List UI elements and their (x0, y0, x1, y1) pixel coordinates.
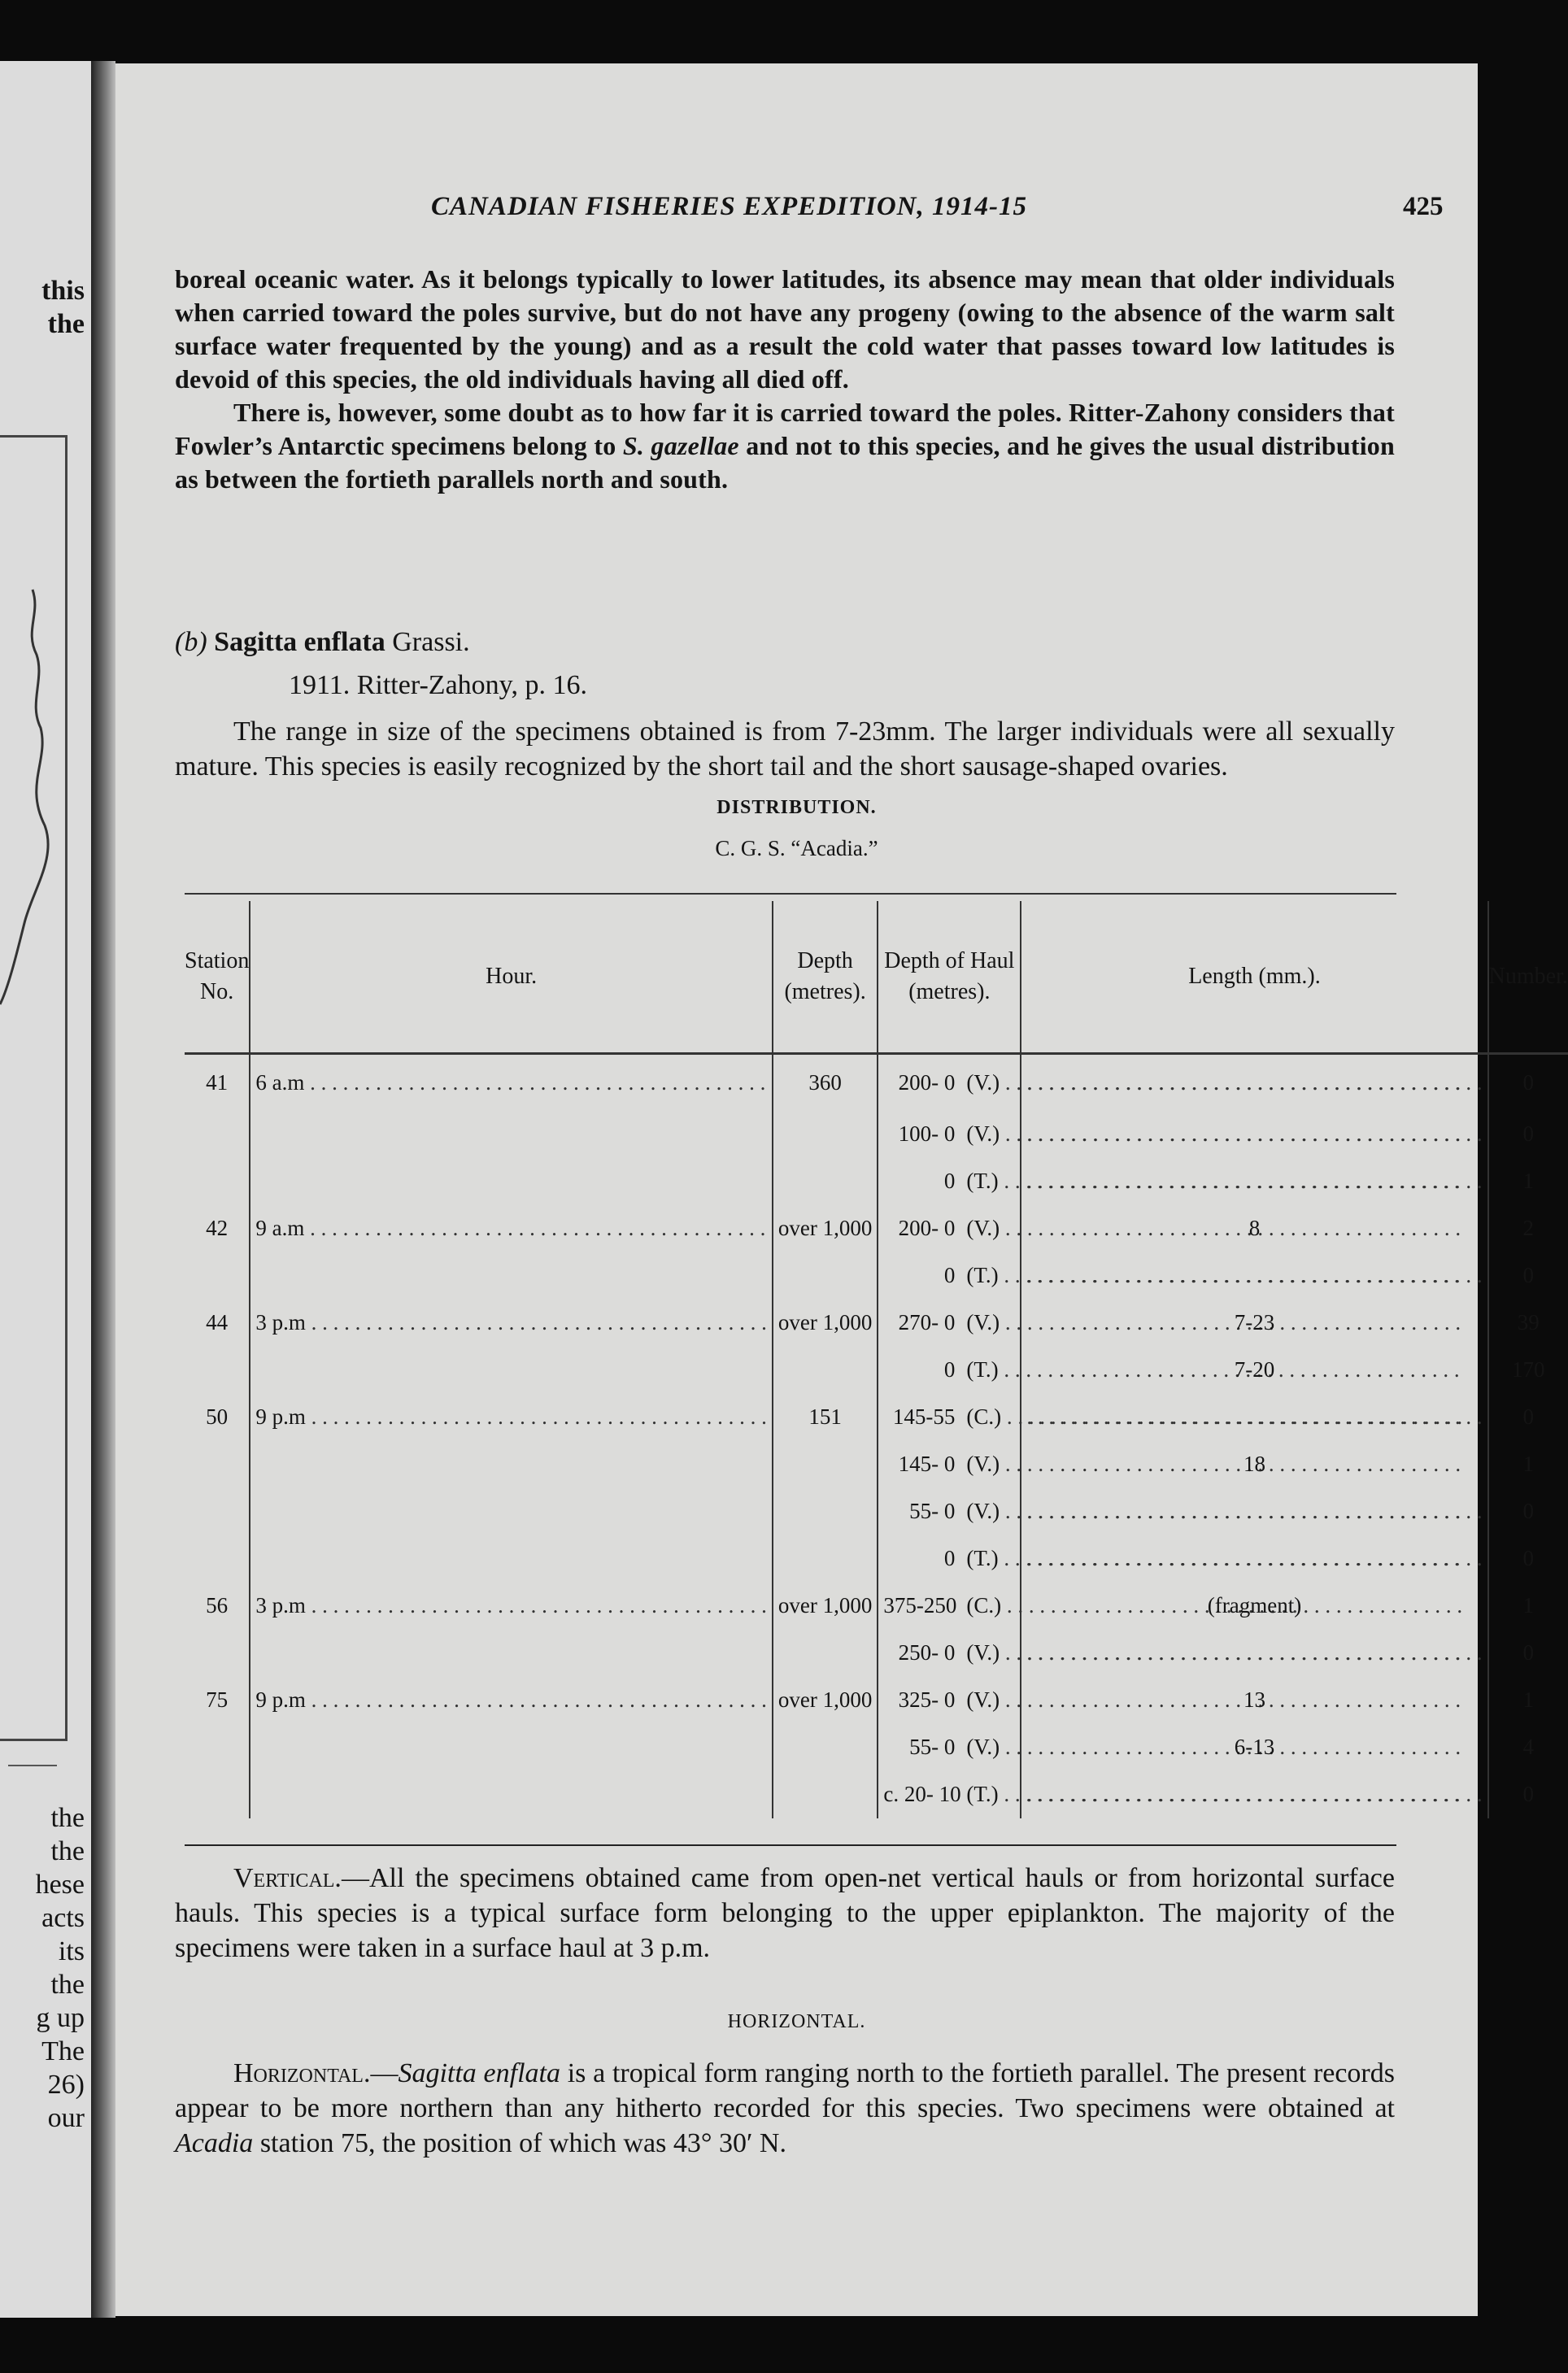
cell-length (1021, 1394, 1487, 1441)
previous-page-rule (8, 1765, 57, 1766)
cell-station: 44 (185, 1300, 250, 1347)
cell-length: (fragment) (1021, 1583, 1487, 1630)
table-header-row (185, 901, 1568, 1054)
col-length: Length (mm.). (1021, 901, 1487, 1054)
cell-depth: 360 (773, 1054, 878, 1111)
table-body (185, 1054, 1568, 1818)
cell-hour: 3 p.m . . . (250, 1583, 773, 1630)
table-row (185, 1252, 1568, 1300)
cell-station (185, 1488, 250, 1535)
cell-haul: 325- 0 (V.) . . . (878, 1677, 1021, 1724)
table-top-rule (185, 893, 1396, 895)
cell-haul: 200- 0 (V.) . . . (878, 1205, 1021, 1252)
cell-station: 75 (185, 1677, 250, 1724)
cell-haul: 55- 0 (V.) . . . (878, 1724, 1021, 1771)
col-station: Station No. (185, 901, 250, 1054)
cell-length (1021, 1111, 1487, 1158)
cell-depth (773, 1630, 878, 1677)
cell-hour (250, 1771, 773, 1818)
cell-number: 0 (1522, 1404, 1534, 1429)
cell-hour (250, 1111, 773, 1158)
cell-haul: 100- 0 (V.) . . . (878, 1111, 1021, 1158)
table-row (185, 1158, 1568, 1205)
cell-haul: 145-55 (C.) . . . (878, 1394, 1021, 1441)
cell-station (185, 1771, 250, 1818)
cell-haul: 200- 0 (V.) . . . (878, 1054, 1021, 1111)
cell-depth: over 1,000 (773, 1300, 878, 1347)
cell-hour (250, 1158, 773, 1205)
vessel-name-inline: Acadia (175, 2128, 254, 2158)
previous-page-bottom-words: the the hese acts its the g up The 26) our (35, 1803, 85, 2133)
cell-depth (773, 1441, 878, 1488)
table-row (185, 1677, 1568, 1724)
cell-length (1021, 1054, 1487, 1111)
previous-page-fragment (0, 61, 91, 2318)
cell-depth (773, 1111, 878, 1158)
table-row (185, 1300, 1568, 1347)
distribution-table (185, 901, 1568, 1818)
cell-number: 1 (1522, 1169, 1534, 1193)
cell-station (185, 1252, 250, 1300)
cell-haul: 55- 0 (V.) . . . (878, 1488, 1021, 1535)
cell-length: 8 (1021, 1205, 1487, 1252)
cell-station: 50 (185, 1394, 250, 1441)
cell-number: 0 (1522, 1782, 1534, 1806)
cell-haul: 0 (T.) . . . (878, 1347, 1021, 1394)
cell-hour (250, 1630, 773, 1677)
cell-depth (773, 1724, 878, 1771)
range-paragraph: The range in size of the specimens obtained is from 7-23mm. The larger individuals were all sexually mature. This species is easily recognized by the short tail and the short sausage-shaped ovaries. (175, 716, 1395, 782)
cell-length: 7-20 (1021, 1347, 1487, 1394)
cell-haul: 250- 0 (V.) . . . (878, 1630, 1021, 1677)
col-hour: Hour. (250, 901, 773, 1054)
cell-hour: 3 p.m . . . (250, 1300, 773, 1347)
cell-station (185, 1111, 250, 1158)
table-row (185, 1771, 1568, 1818)
cell-station (185, 1535, 250, 1583)
page-number: 425 (1403, 192, 1444, 221)
cell-hour: 9 p.m . . . (250, 1394, 773, 1441)
col-number: Number. (1488, 964, 1568, 989)
previous-page-map-outline (0, 581, 65, 1021)
species-name-enflata: Sagitta enflata (398, 2058, 560, 2088)
cell-depth (773, 1771, 878, 1818)
cell-station (185, 1158, 250, 1205)
cell-depth (773, 1252, 878, 1300)
col-haul: Depth of Haul (metres). (878, 901, 1021, 1054)
cell-depth: over 1,000 (773, 1205, 878, 1252)
cell-hour (250, 1441, 773, 1488)
cell-number: 0 (1522, 1069, 1534, 1095)
running-head: CANADIAN FISHERIES EXPEDITION, 1914-15 (431, 192, 1027, 221)
cell-haul: 0 (T.) . . . (878, 1535, 1021, 1583)
cell-hour (250, 1535, 773, 1583)
document-page (115, 63, 1568, 2316)
cell-haul: 145- 0 (V.) . . . (878, 1441, 1021, 1488)
cell-length: 18 (1021, 1441, 1487, 1488)
cell-number: 170 (1511, 1357, 1545, 1382)
page-header (115, 192, 1478, 233)
cell-length (1021, 1252, 1487, 1300)
cell-hour (250, 1724, 773, 1771)
table-bottom-rule (185, 1844, 1396, 1846)
vertical-label: Vertical. (233, 1863, 342, 1893)
table-row (185, 1630, 1568, 1677)
cell-length: 6-13 (1021, 1724, 1487, 1771)
table-row (185, 1394, 1568, 1441)
cell-depth (773, 1347, 878, 1394)
cell-number: 4 (1522, 1735, 1534, 1759)
cell-station: 56 (185, 1583, 250, 1630)
cell-station (185, 1630, 250, 1677)
reference-line: 1911. Ritter-Zahony, p. 16. (289, 670, 587, 700)
cell-haul: 0 (T.) . . . (878, 1158, 1021, 1205)
table-row (185, 1535, 1568, 1583)
cell-length (1021, 1488, 1487, 1535)
cell-depth (773, 1488, 878, 1535)
cell-length (1021, 1158, 1487, 1205)
table-row (185, 1724, 1568, 1771)
cell-length (1021, 1630, 1487, 1677)
col-depth: Depth (metres). (773, 901, 878, 1054)
cell-hour: 6 a.m . . . (250, 1054, 773, 1111)
vertical-paragraph: Vertical.—All the specimens obtained came from open-net vertical hauls or from horizontal surface hauls. This species is a typical surface form belonging to the upper epiplankton. The majority of the specimens were taken in a surface haul at 3 p.m. (175, 1863, 1395, 1963)
table-row (185, 1488, 1568, 1535)
cell-hour (250, 1252, 773, 1300)
cell-hour (250, 1347, 773, 1394)
cell-haul: 0 (T.) . . . (878, 1252, 1021, 1300)
cell-number: 0 (1522, 1546, 1534, 1570)
distribution-heading: DISTRIBUTION. (716, 797, 877, 818)
previous-page-top-words: this the (41, 276, 85, 339)
table-row (185, 1583, 1568, 1630)
cell-hour: 9 p.m . . . (250, 1677, 773, 1724)
cell-depth (773, 1158, 878, 1205)
cell-number: 1 (1522, 1452, 1534, 1476)
cell-number: 0 (1522, 1499, 1534, 1523)
cell-length: 7-23 (1021, 1300, 1487, 1347)
horizontal-paragraph: Horizontal.—Sagitta enflata is a tropical form ranging north to the fortieth parallel. The present records appear to be more northern than any hitherto recorded for this species. Two specimens were obtained at Acadia station 75, the position of which was 43° 30′ N. (175, 2058, 1395, 2158)
table-row (185, 1054, 1568, 1111)
cell-number: 1 (1522, 1687, 1534, 1712)
cell-depth: over 1,000 (773, 1677, 878, 1724)
cell-depth: 151 (773, 1394, 878, 1441)
species-author: Grassi. (392, 627, 470, 657)
table-row (185, 1205, 1568, 1252)
intro-paragraph-block (175, 263, 1395, 496)
cell-number: 0 (1522, 1640, 1534, 1665)
cell-station: 42 (185, 1205, 250, 1252)
cell-station (185, 1441, 250, 1488)
cell-number: 1 (1522, 1593, 1534, 1618)
species-name: Sagitta enflata (214, 627, 385, 657)
horizontal-label: Horizontal. (233, 2058, 371, 2088)
cell-station (185, 1724, 250, 1771)
cell-station (185, 1347, 250, 1394)
cell-station: 41 (185, 1054, 250, 1111)
cell-number: 0 (1522, 1121, 1534, 1146)
horizontal-heading: HORIZONTAL. (727, 2011, 866, 2032)
book-binding (91, 61, 115, 2318)
cell-length (1021, 1771, 1487, 1818)
cell-hour: 9 a.m . . . (250, 1205, 773, 1252)
cell-haul: 270- 0 (V.) . . . (878, 1300, 1021, 1347)
species-name-gazellae: S. gazellae (622, 431, 739, 460)
cell-length: 13 (1021, 1677, 1487, 1724)
cell-haul: c. 20- 10 (T.) . . . (878, 1771, 1021, 1818)
table-row (185, 1111, 1568, 1158)
cell-depth: over 1,000 (773, 1583, 878, 1630)
cell-number: 2 (1522, 1216, 1534, 1240)
table-row (185, 1441, 1568, 1488)
table-row (185, 1347, 1568, 1394)
cell-depth (773, 1535, 878, 1583)
species-heading: (b) Sagitta enflata Grassi. (175, 627, 470, 657)
cell-haul: 375-250 (C.) . . . (878, 1583, 1021, 1630)
cell-hour (250, 1488, 773, 1535)
doubt-paragraph: There is, however, some doubt as to how far it is carried toward the poles. Ritter-Zahony considers that Fowler’s Antarctic specimens belong to S. gazellae and not to this species, and he gives the usual distribution as between the fortieth parallels north and south. (175, 398, 1395, 494)
cell-number: 39 (1517, 1310, 1540, 1335)
vessel-name: C. G. S. “Acadia.” (715, 836, 878, 860)
cell-length (1021, 1535, 1487, 1583)
cell-number: 0 (1522, 1263, 1534, 1287)
intro-paragraph: boreal oceanic water. As it belongs typically to lower latitudes, its absence may mean that older individuals when carried toward the poles survive, but do not have any progeny (owing to the absence of the warm salt surface water frequented by the young) and as a result the cold water that passes toward low latitudes is devoid of this species, the old individuals having all died off. (175, 264, 1395, 394)
